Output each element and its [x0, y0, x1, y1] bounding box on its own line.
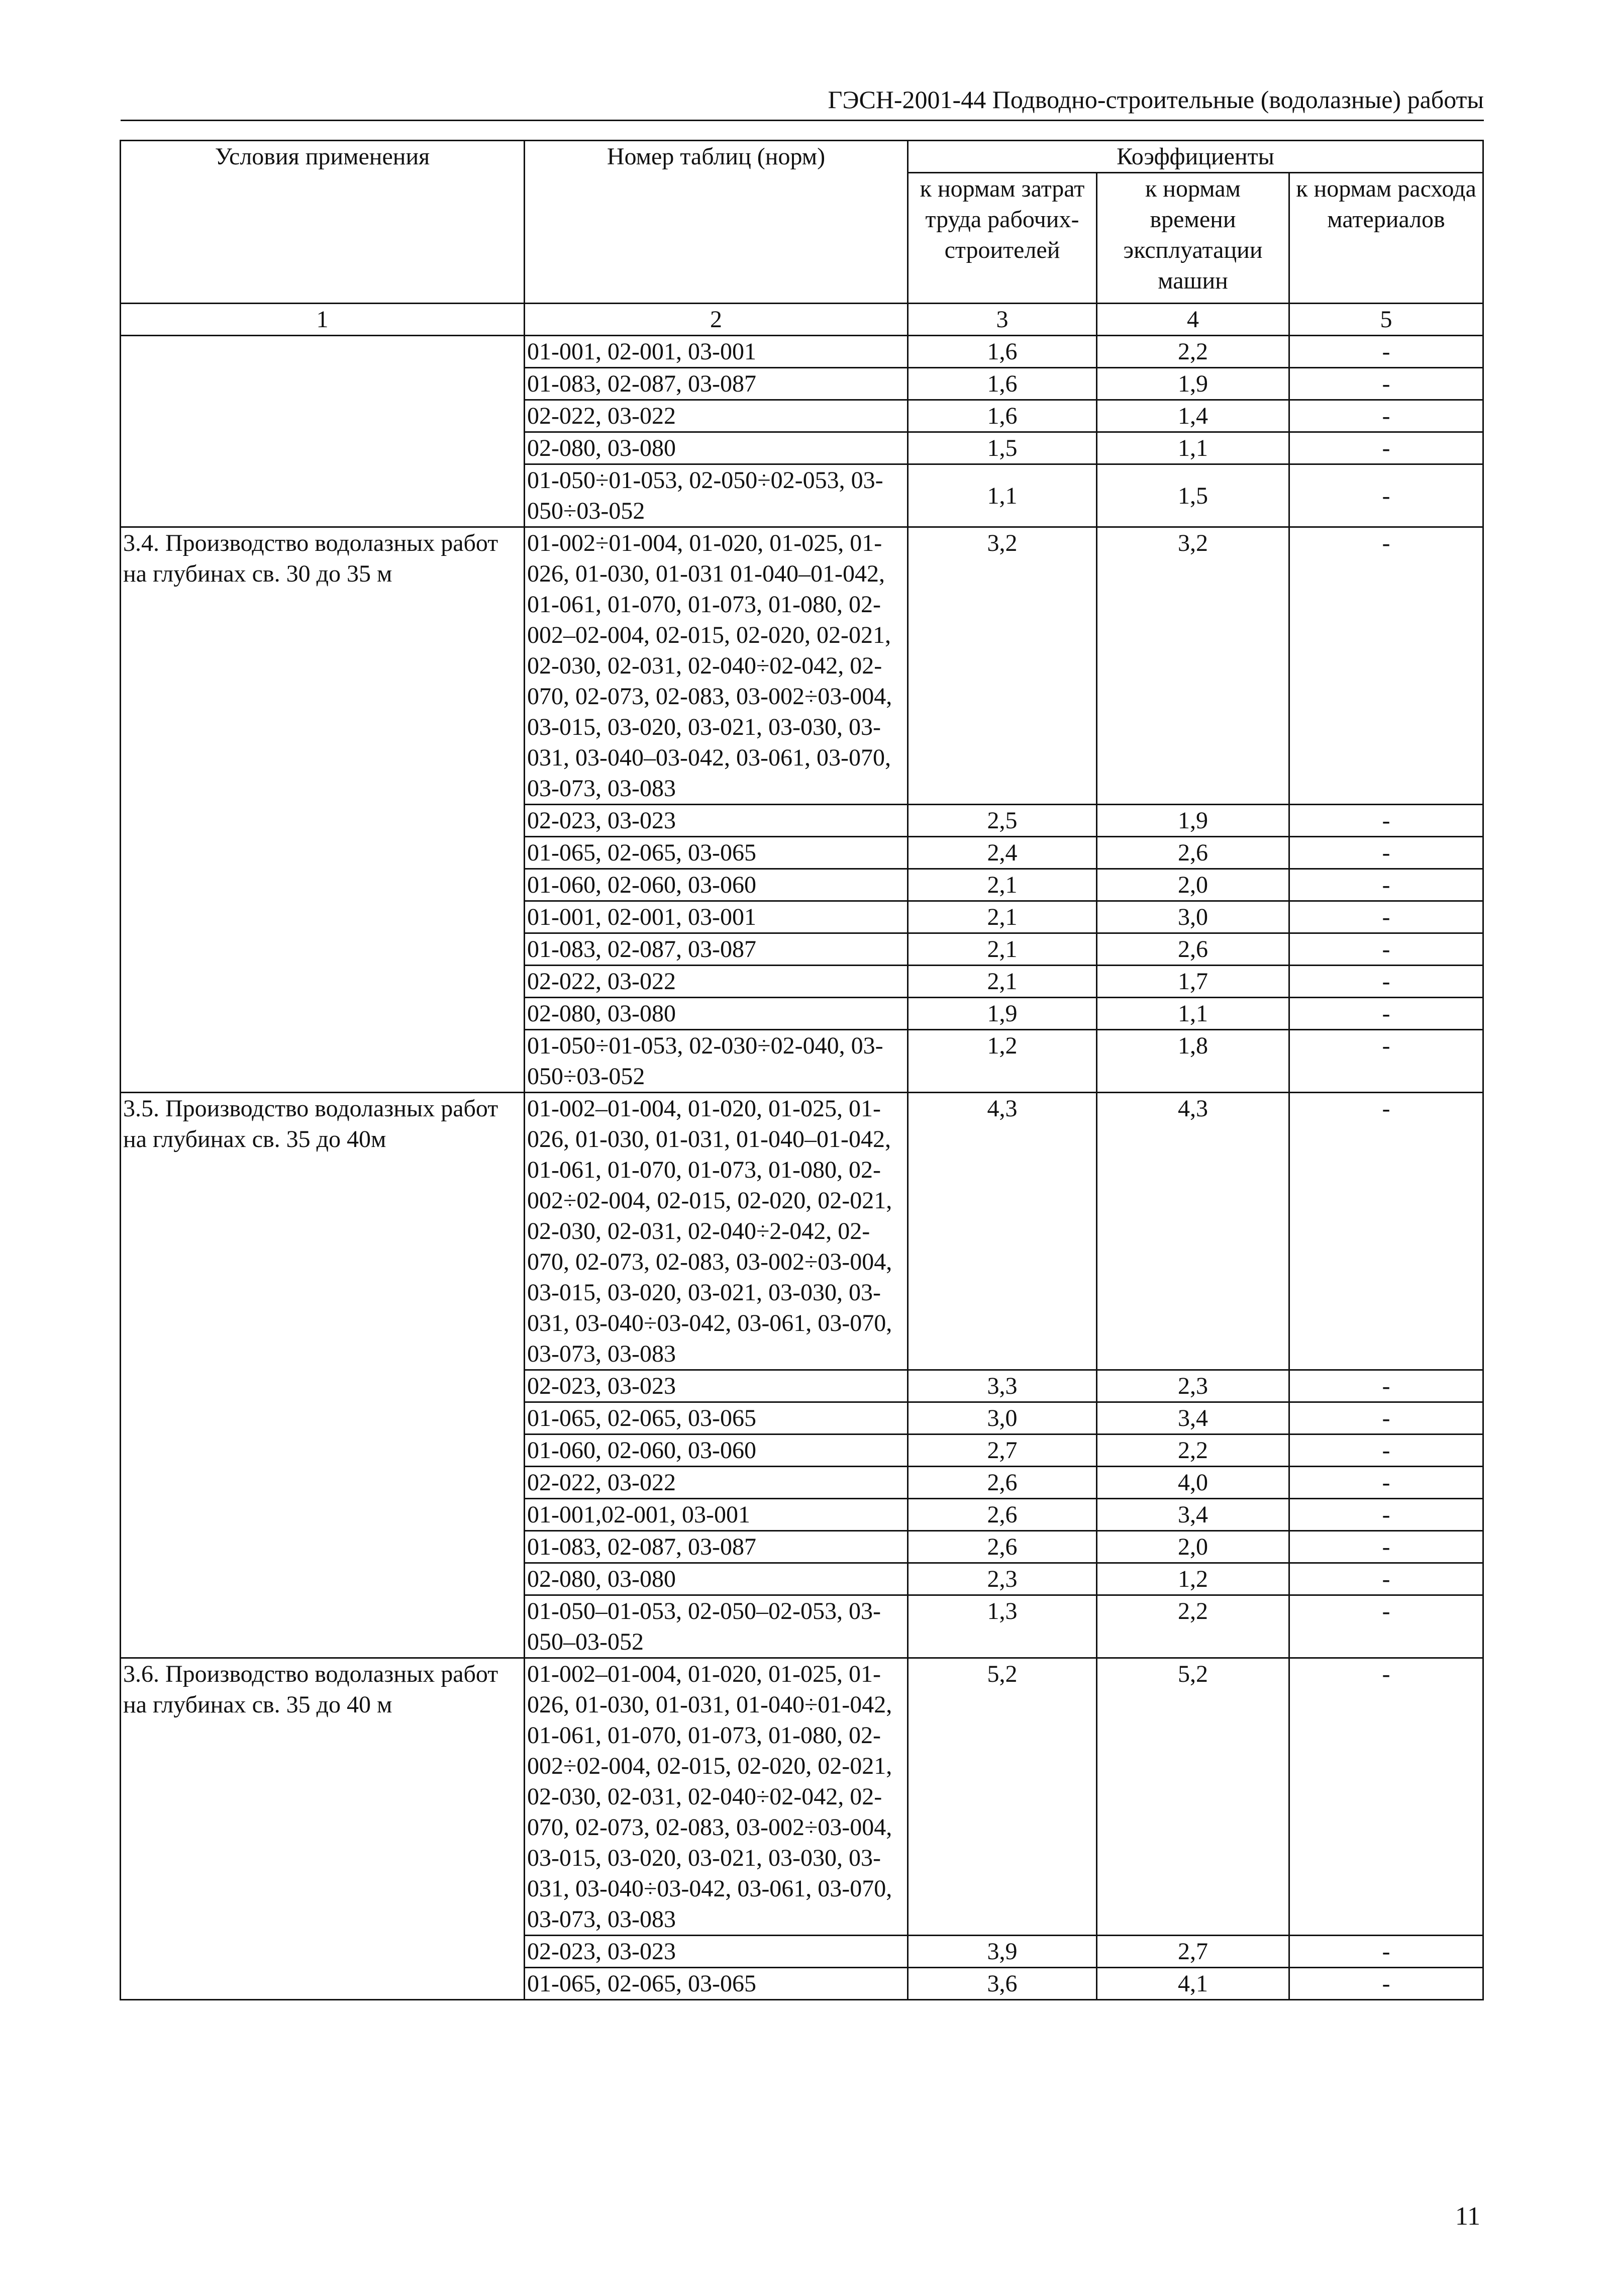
labor-coef-cell: 1,6	[908, 400, 1097, 432]
tables-cell: 02-022, 03-022	[525, 400, 908, 432]
tables-cell: 01-050–01-053, 02-050–02-053, 03-050–03-052	[525, 1595, 908, 1658]
header-machine-coef: к нормам времени эксплуатации машин	[1097, 173, 1289, 304]
materials-coef-cell: -	[1289, 1499, 1483, 1531]
materials-coef-cell: -	[1289, 901, 1483, 933]
materials-coef-cell: -	[1289, 368, 1483, 400]
labor-coef-cell: 3,6	[908, 1968, 1097, 2000]
materials-coef-cell: -	[1289, 869, 1483, 901]
materials-coef-cell: -	[1289, 1968, 1483, 2000]
machine-coef-cell: 3,2	[1097, 527, 1289, 805]
materials-coef-cell: -	[1289, 336, 1483, 368]
labor-coef-cell: 2,4	[908, 837, 1097, 869]
tables-cell: 02-080, 03-080	[525, 1563, 908, 1595]
machine-coef-cell: 1,9	[1097, 368, 1289, 400]
column-number: 4	[1097, 304, 1289, 336]
tables-cell: 01-050÷01-053, 02-050÷02-053, 03-050÷03-052	[525, 464, 908, 527]
tables-cell: 02-023, 03-023	[525, 805, 908, 837]
table-row	[121, 527, 1483, 805]
machine-coef-cell: 2,2	[1097, 1434, 1289, 1467]
materials-coef-cell: -	[1289, 998, 1483, 1030]
tables-cell: 01-001, 02-001, 03-001	[525, 336, 908, 368]
header-conditions: Условия применения	[121, 141, 525, 304]
materials-coef-cell: -	[1289, 1595, 1483, 1658]
materials-coef-cell: -	[1289, 1402, 1483, 1434]
labor-coef-cell: 1,2	[908, 1030, 1097, 1093]
tables-cell: 01-065, 02-065, 03-065	[525, 837, 908, 869]
machine-coef-cell: 1,5	[1097, 464, 1289, 527]
tables-cell: 01-001,02-001, 03-001	[525, 1499, 908, 1531]
header-materials-coef: к нормам расхода материалов	[1289, 173, 1483, 304]
labor-coef-cell: 1,5	[908, 432, 1097, 464]
machine-coef-cell: 3,0	[1097, 901, 1289, 933]
tables-cell: 01-065, 02-065, 03-065	[525, 1968, 908, 2000]
machine-coef-cell: 4,0	[1097, 1467, 1289, 1499]
labor-coef-cell: 3,9	[908, 1936, 1097, 1968]
materials-coef-cell: -	[1289, 966, 1483, 998]
header-coefficients-group: Коэффициенты	[908, 141, 1483, 173]
condition-cell	[121, 336, 525, 527]
tables-cell: 01-002–01-004, 01-020, 01-025, 01-026, 01-030, 01-031, 01-040–01-042, 01-061, 01-070, 01-073, 01-080, 02-002÷02-004, 02-015, 02-020, 02-021, 02-030, 02-031, 02-040÷2-042, 02-070, 02-073, 02-083, 03-002÷03-004, 03-015, 03-020, 03-021, 03-030, 03-031, 03-040÷03-042, 03-061, 03-070, 03-073, 03-083	[525, 1093, 908, 1370]
machine-coef-cell: 3,4	[1097, 1402, 1289, 1434]
materials-coef-cell: -	[1289, 1467, 1483, 1499]
labor-coef-cell: 3,3	[908, 1370, 1097, 1402]
condition-cell: 3.4. Производство водолазных работ на глубинах св. 30 до 35 м	[121, 527, 525, 1093]
machine-coef-cell: 1,8	[1097, 1030, 1289, 1093]
tables-cell: 02-022, 03-022	[525, 1467, 908, 1499]
tables-cell: 01-002–01-004, 01-020, 01-025, 01-026, 01-030, 01-031, 01-040÷01-042, 01-061, 01-070, 01-073, 01-080, 02-002÷02-004, 02-015, 02-020, 02-021, 02-030, 02-031, 02-040÷02-042, 02-070, 02-073, 02-083, 03-002÷03-004, 03-015, 03-020, 03-021, 03-030, 03-031, 03-040÷03-042, 03-061, 03-070, 03-073, 03-083	[525, 1658, 908, 1936]
tables-cell: 01-002÷01-004, 01-020, 01-025, 01-026, 01-030, 01-031 01-040–01-042, 01-061, 01-070, 01-073, 01-080, 02-002–02-004, 02-015, 02-020, 02-021, 02-030, 02-031, 02-040÷02-042, 02-070, 02-073, 02-083, 03-002÷03-004, 03-015, 03-020, 03-021, 03-030, 03-031, 03-040–03-042, 03-061, 03-070, 03-073, 03-083	[525, 527, 908, 805]
running-header: ГЭСН-2001-44 Подводно-строительные (водолазные) работы	[121, 79, 1484, 121]
tables-cell: 02-080, 03-080	[525, 432, 908, 464]
machine-coef-cell: 1,4	[1097, 400, 1289, 432]
materials-coef-cell: -	[1289, 464, 1483, 527]
materials-coef-cell: -	[1289, 1434, 1483, 1467]
labor-coef-cell: 3,0	[908, 1402, 1097, 1434]
table-row	[121, 1093, 1483, 1370]
tables-cell: 01-065, 02-065, 03-065	[525, 1402, 908, 1434]
machine-coef-cell: 4,1	[1097, 1968, 1289, 2000]
labor-coef-cell: 2,3	[908, 1563, 1097, 1595]
page-number: 11	[1455, 2202, 1480, 2231]
labor-coef-cell: 3,2	[908, 527, 1097, 805]
labor-coef-cell: 2,1	[908, 933, 1097, 966]
machine-coef-cell: 2,6	[1097, 933, 1289, 966]
labor-coef-cell: 1,1	[908, 464, 1097, 527]
materials-coef-cell: -	[1289, 933, 1483, 966]
condition-cell: 3.5. Производство водолазных работ на глубинах св. 35 до 40м	[121, 1093, 525, 1658]
labor-coef-cell: 5,2	[908, 1658, 1097, 1936]
machine-coef-cell: 1,9	[1097, 805, 1289, 837]
materials-coef-cell: -	[1289, 1936, 1483, 1968]
tables-cell: 02-023, 03-023	[525, 1370, 908, 1402]
tables-cell: 01-060, 02-060, 03-060	[525, 869, 908, 901]
machine-coef-cell: 3,4	[1097, 1499, 1289, 1531]
machine-coef-cell: 1,2	[1097, 1563, 1289, 1595]
column-number: 2	[525, 304, 908, 336]
labor-coef-cell: 2,1	[908, 869, 1097, 901]
tables-cell: 02-023, 03-023	[525, 1936, 908, 1968]
labor-coef-cell: 1,6	[908, 368, 1097, 400]
machine-coef-cell: 1,7	[1097, 966, 1289, 998]
column-number: 3	[908, 304, 1097, 336]
labor-coef-cell: 2,6	[908, 1467, 1097, 1499]
labor-coef-cell: 2,1	[908, 901, 1097, 933]
tables-cell: 02-022, 03-022	[525, 966, 908, 998]
tables-cell: 01-083, 02-087, 03-087	[525, 368, 908, 400]
labor-coef-cell: 1,9	[908, 998, 1097, 1030]
machine-coef-cell: 2,0	[1097, 869, 1289, 901]
tables-cell: 01-001, 02-001, 03-001	[525, 901, 908, 933]
column-number: 1	[121, 304, 525, 336]
materials-coef-cell: -	[1289, 1563, 1483, 1595]
tables-cell: 01-083, 02-087, 03-087	[525, 933, 908, 966]
header-table-numbers: Номер таблиц (норм)	[525, 141, 908, 304]
table-row	[121, 336, 1483, 368]
machine-coef-cell: 5,2	[1097, 1658, 1289, 1936]
materials-coef-cell: -	[1289, 1370, 1483, 1402]
column-number-row	[121, 304, 1483, 336]
materials-coef-cell: -	[1289, 1658, 1483, 1936]
machine-coef-cell: 2,2	[1097, 1595, 1289, 1658]
table-header-row	[121, 141, 1483, 173]
coefficients-table	[120, 140, 1484, 2000]
machine-coef-cell: 2,6	[1097, 837, 1289, 869]
materials-coef-cell: -	[1289, 1093, 1483, 1370]
materials-coef-cell: -	[1289, 1531, 1483, 1563]
labor-coef-cell: 2,1	[908, 966, 1097, 998]
materials-coef-cell: -	[1289, 837, 1483, 869]
labor-coef-cell: 1,3	[908, 1595, 1097, 1658]
materials-coef-cell: -	[1289, 400, 1483, 432]
labor-coef-cell: 1,6	[908, 336, 1097, 368]
materials-coef-cell: -	[1289, 805, 1483, 837]
materials-coef-cell: -	[1289, 1030, 1483, 1093]
labor-coef-cell: 2,5	[908, 805, 1097, 837]
machine-coef-cell: 2,0	[1097, 1531, 1289, 1563]
tables-cell: 01-083, 02-087, 03-087	[525, 1531, 908, 1563]
header-labor-coef: к нормам затрат труда рабочих-строителей	[908, 173, 1097, 304]
tables-cell: 01-060, 02-060, 03-060	[525, 1434, 908, 1467]
labor-coef-cell: 2,7	[908, 1434, 1097, 1467]
tables-cell: 02-080, 03-080	[525, 998, 908, 1030]
labor-coef-cell: 4,3	[908, 1093, 1097, 1370]
machine-coef-cell: 2,3	[1097, 1370, 1289, 1402]
column-number: 5	[1289, 304, 1483, 336]
machine-coef-cell: 2,2	[1097, 336, 1289, 368]
condition-cell: 3.6. Производство водолазных работ на глубинах св. 35 до 40 м	[121, 1658, 525, 2000]
machine-coef-cell: 1,1	[1097, 432, 1289, 464]
labor-coef-cell: 2,6	[908, 1499, 1097, 1531]
machine-coef-cell: 4,3	[1097, 1093, 1289, 1370]
machine-coef-cell: 1,1	[1097, 998, 1289, 1030]
tables-cell: 01-050÷01-053, 02-030÷02-040, 03-050÷03-052	[525, 1030, 908, 1093]
labor-coef-cell: 2,6	[908, 1531, 1097, 1563]
materials-coef-cell: -	[1289, 527, 1483, 805]
table-row	[121, 1658, 1483, 1936]
materials-coef-cell: -	[1289, 432, 1483, 464]
machine-coef-cell: 2,7	[1097, 1936, 1289, 1968]
